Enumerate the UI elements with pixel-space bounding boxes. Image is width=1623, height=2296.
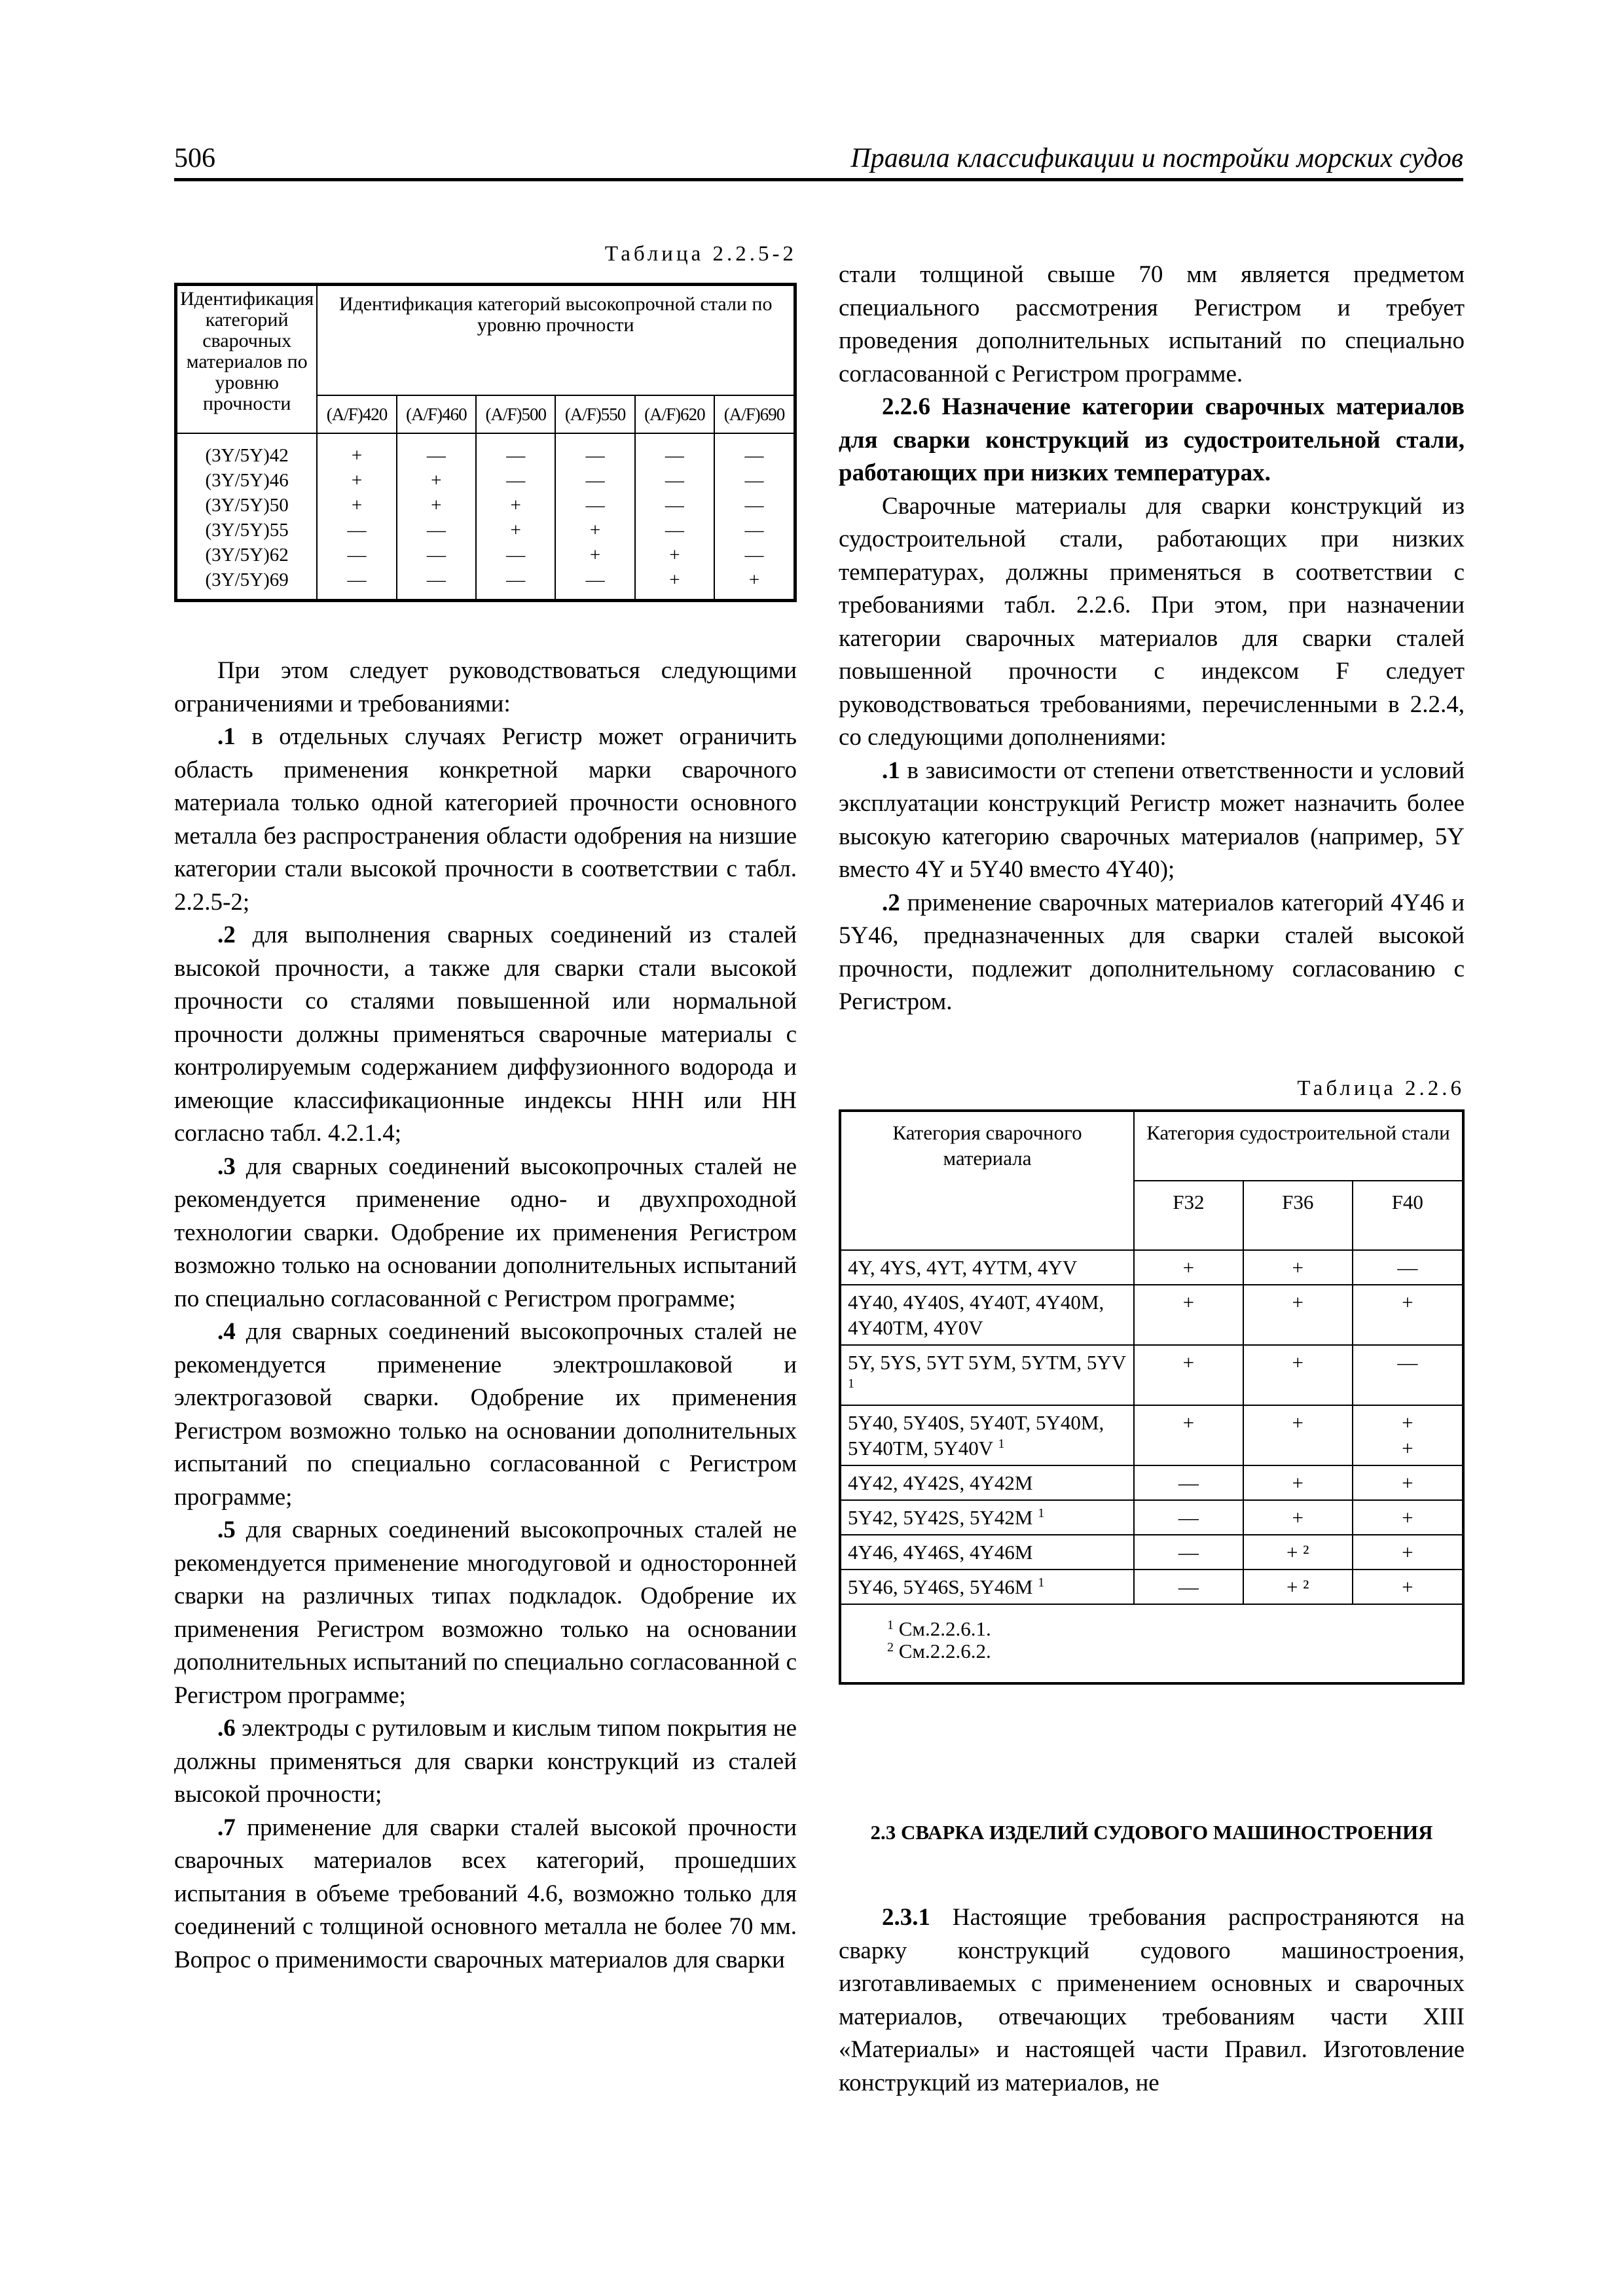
table-2-2-6 [839, 1109, 1465, 1685]
table-cell: — [397, 433, 476, 468]
table-cell: + [1243, 1250, 1353, 1285]
table-cell: — [555, 567, 634, 601]
footnote [887, 1618, 1462, 1640]
table2-col-header: F40 [1353, 1181, 1463, 1250]
paragraph-text: Сварочные материалы для сварки конструкций из судостроительной стали, работающих при низких температурах, должны применяться в соответствии с требованиями табл. 2.2.6. При этом, при назначении категории сварочных материалов для сварки сталей повышенной прочности с индексом F следует руководствоваться требованиями, перечисленными в 2.2.4, со следующими дополнениями: [839, 492, 1465, 751]
table1-col-header: (A/F)620 [635, 395, 714, 433]
table-cell: + [1134, 1405, 1243, 1465]
footnote-text: См.2.2.6.1. [898, 1617, 991, 1640]
table-cell: — [476, 543, 555, 567]
table1-col-header: (A/F)550 [555, 395, 634, 433]
item-number: .5 [217, 1516, 236, 1543]
table1-row-header: Идентификация категорий сварочных материалов по уровню прочности [176, 285, 318, 434]
table-cell: — [635, 518, 714, 543]
table-cell: — [1134, 1570, 1243, 1604]
table2-label: Таблица 2.2.6 [1297, 1077, 1465, 1100]
table-cell: + [1134, 1250, 1243, 1285]
paragraph [174, 919, 797, 1151]
table-cell: + [635, 567, 714, 601]
item-number: .2 [882, 889, 900, 916]
table-cell: — [1353, 1250, 1463, 1285]
paragraph [839, 755, 1465, 887]
table-cell: + [397, 468, 476, 493]
paragraph [174, 1316, 797, 1514]
right-column-text [839, 259, 1465, 1019]
table-cell: + [476, 518, 555, 543]
table1-label: Таблица 2.2.5-2 [604, 242, 797, 266]
table-row [176, 567, 795, 601]
row-label [840, 1345, 1134, 1405]
table1-col-header: (A/F)690 [714, 395, 795, 433]
paragraph-text: При этом следует руководствоваться следующими ограничениями и требованиями: [174, 657, 797, 717]
table-cell: + ² [1243, 1570, 1353, 1604]
table-cell: + [317, 493, 396, 518]
row-label-text: 5Y40, 5Y40S, 5Y40T, 5Y40M, 5Y40TM, 5Y40V [848, 1411, 1104, 1460]
row-label: (3Y/5Y)46 [176, 468, 318, 493]
table-cell: — [714, 518, 795, 543]
paragraph-text: для сварных соединений высокопрочных сталей не рекомендуется применение одно- и двухпроходной технологии сварки. Одобрение их применения Регистром возможно только на основании дополнительных испытаний по специально согласованной с Регистром программе; [174, 1153, 797, 1312]
row-label [840, 1535, 1134, 1570]
table-cell: + [1353, 1465, 1463, 1500]
paragraph-text: стали толщиной свыше 70 мм является предметом специального рассмотрения Регистром и требует проведения дополнительных испытаний по специально согласованной с Регистром программе. [839, 261, 1465, 387]
table-cell: + [1353, 1570, 1463, 1604]
table-cell: — [714, 468, 795, 493]
table-cell: — [476, 567, 555, 601]
table-row [176, 493, 795, 518]
para-number: 2.3.1 [882, 1904, 930, 1931]
paragraph-text: для сварных соединений высокопрочных сталей не рекомендуется применение электрошлаковой и электрогазовой сварки. Одобрение их применения Регистром возможно только на основании дополнительных испытаний по специально согласованной с Регистром программе; [174, 1318, 797, 1511]
table-cell: + [1243, 1500, 1353, 1535]
paragraph [839, 490, 1465, 755]
item-number: .6 [217, 1715, 236, 1742]
item-number: .3 [217, 1153, 236, 1180]
paragraph [839, 887, 1465, 1019]
table-cell: + [1243, 1285, 1353, 1345]
table-row [840, 1345, 1463, 1405]
table-cell: — [555, 468, 634, 493]
row-label [840, 1500, 1134, 1535]
table1-col-header: (A/F)500 [476, 395, 555, 433]
paragraph [174, 1712, 797, 1812]
paragraph [839, 391, 1465, 490]
table-cell: + [1243, 1465, 1353, 1500]
table-cell: + [635, 543, 714, 567]
running-title: Правила классификации и постройки морских судов [850, 143, 1463, 173]
footnote-mark: 1 [1038, 1506, 1045, 1520]
paragraph-text: в отдельных случаях Регистр может ограничить область применения конкретной марки сварочного материала только одной категорией прочности основного металла без распространения области одобрения на низшие категории стали высокой прочности в соответствии с табл. 2.2.5-2; [174, 723, 797, 916]
table-cell: + [476, 493, 555, 518]
paragraph-text: применение для сварки сталей высокой прочности сварочных материалов всех категорий, прошедших испытания в объеме требований 4.6, возможно только для соединений с толщиной основного металла не более 70 мм. Вопрос о применимости сварочных материалов для сварки [174, 1814, 797, 1973]
row-label-text: 5Y42, 5Y42S, 5Y42M [848, 1506, 1033, 1529]
table-cell: — [476, 468, 555, 493]
table-cell: + + [1353, 1405, 1463, 1465]
header-rule [174, 178, 1463, 181]
section-paragraph [839, 1901, 1465, 2100]
table-cell: + [555, 518, 634, 543]
footnote-text: См.2.2.6.2. [898, 1640, 991, 1662]
table-cell: — [397, 518, 476, 543]
row-label: (3Y/5Y)55 [176, 518, 318, 543]
item-number: .1 [217, 723, 236, 750]
table-cell: — [1134, 1465, 1243, 1500]
paragraph-text: электроды с рутиловым и кислым типом покрытия не должны применяться для сварки конструкций из сталей высокой прочности; [174, 1715, 797, 1808]
table-cell: + [555, 543, 634, 567]
row-label [840, 1285, 1134, 1345]
footnote-mark: 1 [1038, 1575, 1045, 1590]
paragraph-text: в зависимости от степени ответственности и условий эксплуатации конструкций Регистр может назначить более высокую категорию сварочных материалов (например, 5Y вместо 4Y и 5Y40 вместо 4Y40); [839, 757, 1465, 883]
table1-col-header: (A/F)420 [317, 395, 396, 433]
section-heading: 2.3 СВАРКА ИЗДЕЛИЙ СУДОВОГО МАШИНОСТРОЕНИЯ [870, 1821, 1433, 1844]
footnote-mark: 1 [848, 1376, 854, 1391]
table-cell: — [1353, 1345, 1463, 1405]
table-cell: — [1134, 1500, 1243, 1535]
para-text: Настоящие требования распространяются на сварку конструкций судового машиностроения, изготавливаемых с применением основных и сварочных материалов, отвечающих требованиям части XIII «Материалы» и настоящей части Правил. Изготовление конструкций из материалов, не [839, 1904, 1465, 2096]
table-cell: — [635, 433, 714, 468]
row-label-text: 4Y40, 4Y40S, 4Y40T, 4Y40M, 4Y40TM, 4Y0V [848, 1291, 1104, 1339]
table-cell: — [714, 433, 795, 468]
table2-group-header: Категория судостроительной стали [1134, 1111, 1463, 1181]
table1-col-header: (A/F)460 [397, 395, 476, 433]
footnote-mark: 1 [887, 1618, 894, 1632]
table-cell: — [397, 567, 476, 601]
table-cell: + [714, 567, 795, 601]
footnotes-cell [840, 1604, 1463, 1683]
table-row [840, 1500, 1463, 1535]
table-cell: — [635, 468, 714, 493]
table-footnotes [840, 1604, 1463, 1683]
row-label-text: 4Y42, 4Y42S, 4Y42M [848, 1471, 1033, 1494]
table-cell: — [1134, 1535, 1243, 1570]
table-cell: — [476, 433, 555, 468]
table-2-2-5-2 [174, 283, 797, 602]
table-cell: + [397, 493, 476, 518]
left-column-text [174, 655, 797, 1977]
table-cell: — [555, 493, 634, 518]
table-cell: — [397, 543, 476, 567]
table-cell: + [1353, 1500, 1463, 1535]
paragraph [839, 259, 1465, 391]
table-row [176, 518, 795, 543]
table-cell: — [635, 493, 714, 518]
table-cell: + [1243, 1345, 1353, 1405]
table-row [840, 1405, 1463, 1465]
footnote-mark: 1 [998, 1437, 1005, 1451]
item-number: .4 [217, 1318, 236, 1345]
item-number: 2.2.6 Назначение категории сварочных материалов для сварки конструкций из судостроительной стали, работающих при низких температурах. [839, 393, 1465, 486]
table-row [176, 468, 795, 493]
row-label: (3Y/5Y)62 [176, 543, 318, 567]
table2-col-header: F32 [1134, 1181, 1243, 1250]
paragraph [174, 1514, 797, 1712]
paragraph-text: для выполнения сварных соединений из сталей высокой прочности, а также для сварки стали высокой прочности со сталями повышенной или нормальной прочности должны применяться сварочные материалы с контролируемым содержанием диффузионного водорода и имеющие классификационные индексы ННН или НН согласно табл. 4.2.1.4; [174, 922, 797, 1147]
table-cell: + [1353, 1285, 1463, 1345]
row-label [840, 1465, 1134, 1500]
footnote [887, 1640, 1462, 1662]
table1-group-header: Идентификация категорий высокопрочной стали по уровню прочности [317, 285, 795, 396]
paragraph-text: для сварных соединений высокопрочных сталей не рекомендуется применение многодуговой и односторонней сварки на различных типах подкладок. Одобрение их применения Регистром возможно только на основании дополнительных испытаний по специально согласованной с Регистром программе; [174, 1516, 797, 1709]
table-cell: + [317, 468, 396, 493]
table2-col-header: F36 [1243, 1181, 1353, 1250]
row-label [840, 1570, 1134, 1604]
footnote-mark: 2 [887, 1640, 894, 1655]
table-row [840, 1250, 1463, 1285]
row-label: (3Y/5Y)42 [176, 433, 318, 468]
paragraph [174, 1151, 797, 1316]
row-label [840, 1405, 1134, 1465]
table-cell: — [317, 543, 396, 567]
table-row [840, 1570, 1463, 1604]
row-label [840, 1250, 1134, 1285]
table-cell: + [1134, 1345, 1243, 1405]
paragraph-text: применение сварочных материалов категорий 4Y46 и 5Y46, предназначенных для сварки сталей высокой прочности, подлежит дополнительному согласованию с Регистром. [839, 889, 1465, 1015]
table-row [840, 1535, 1463, 1570]
row-label-text: 5Y46, 5Y46S, 5Y46M [848, 1575, 1033, 1598]
table-cell: — [714, 493, 795, 518]
row-label: (3Y/5Y)69 [176, 567, 318, 601]
item-number: .7 [217, 1814, 236, 1841]
row-label-text: 4Y, 4YS, 4YT, 4YTM, 4YV [848, 1256, 1078, 1279]
paragraph [174, 655, 797, 721]
table-cell: — [555, 433, 634, 468]
table-cell: — [317, 518, 396, 543]
table-cell: — [714, 543, 795, 567]
table-cell: + ² [1243, 1535, 1353, 1570]
table-cell: + [1134, 1285, 1243, 1345]
table-cell: + [317, 433, 396, 468]
paragraph [174, 1812, 797, 1977]
table-cell: + [1353, 1535, 1463, 1570]
row-label: (3Y/5Y)50 [176, 493, 318, 518]
table-row [176, 433, 795, 468]
row-label-text: 4Y46, 4Y46S, 4Y46M [848, 1541, 1033, 1564]
table-row [840, 1285, 1463, 1345]
table-row [176, 543, 795, 567]
page-number: 506 [174, 143, 215, 173]
table-cell: — [317, 567, 396, 601]
row-label-text: 5Y, 5YS, 5YT 5YM, 5YTM, 5YV [848, 1351, 1126, 1374]
paragraph [174, 721, 797, 919]
table2-row-header: Категория сварочного материала [840, 1111, 1134, 1250]
item-number: .2 [217, 922, 236, 948]
item-number: .1 [882, 757, 900, 784]
table-cell: + [1243, 1405, 1353, 1465]
table-row [840, 1465, 1463, 1500]
